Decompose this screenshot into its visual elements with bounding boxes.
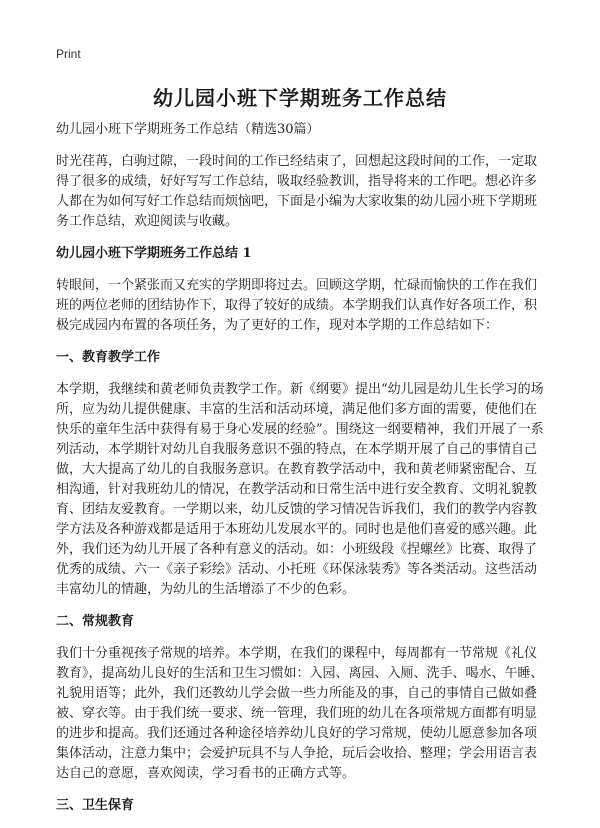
document-subtitle: 幼儿园小班下学期班务工作总结（精选30篇） [56,122,320,137]
page-title: 幼儿园小班下学期班务工作总结 [153,86,447,110]
health-heading: 三、卫生保育 [56,798,135,813]
intro-paragraph: 时光荏苒，白驹过隙，一段时间的工作已经结束了，回想起这段时间的工作，一定取得了很多的成绩，好好写写工作总结，吸取经验教训，指导将来的工作吧。想必许多人都在为如何写好工作总结而烦恼吧，下面是小编为大家收集的幼儿园小班下学期班务工作总结，欢迎阅读与收藏。 [56,154,538,229]
section-intro-paragraph: 转眼间，一个紧张而又充实的学期即将过去。回顾这学期，忙碌而愉快的工作在我们班的两位老师的团结协作下，取得了较好的成绩。本学期我们认真作好各项工作，积极完成园内布置的各项任务，为了更好的工作，现对本学期的工作总结如下： [56,278,538,333]
routine-heading: 二、常规教育 [56,614,135,629]
print-link[interactable]: Print [56,47,81,61]
routine-paragraph: 我们十分重视孩子常规的培养。本学期，在我们的课程中，每周都有一节常规《礼仪教育》，提高幼儿良好的生活和卫生习惯如：入园、离园、入厕、洗手、喝水、午睡、礼貌用语等；此外，我们还教幼儿学会做一些力所能及的事，自己的事情自己做如叠被、穿衣等。由于我们统一要求、统一管理，我们班的幼儿在各项常规方面都有明显的进步和提高。我们还通过各种途径培养幼儿良好的学习常规，使幼儿愿意参加各项集体活动，注意力集中；会爱护玩具不与人争抢，玩后会收拾、整理；学会用语言表达自己的意愿，喜欢阅读，学习看书的正确方式等。 [56,646,544,781]
teaching-heading: 一、教育教学工作 [56,350,161,365]
document-body [56,120,544,828]
section-heading: 幼儿园小班下学期班务工作总结 1 [56,246,252,261]
teaching-paragraph: 本学期，我继续和黄老师负责教学工作。新《纲要》提出“幼儿园是幼儿生长学习的场所，应为幼儿提供健康、丰富的生活和活动环境，满足他们多方面的需要，使他们在快乐的童年生活中获得有易于身心发展的经验”。围绕这一纲要精神，我们开展了一系列活动，本学期针对幼儿自我服务意识不强的特点，在本学期开展了自己的事情自己做，大大提高了幼儿的自我服务意识。在教育教学活动中，我和黄老师紧密配合、互相沟通，针对我班幼儿的情况，在教学活动和日常生活中进行安全教育、文明礼貌教育、团结友爱教育。一学期以来，幼儿反馈的学习情况告诉我们，我们的教学内容教学方法及各种游戏都是适用于本班幼儿发展水平的。同时也是他们喜爱的感兴趣。此外，我们还为幼儿开展了各种有意义的活动。如：小班级段《捏螺丝》比赛、取得了优秀的成绩、六一《亲子彩绘》活动、小托班《环保泳装秀》等各类活动。这些活动丰富幼儿的情趣，为幼儿的生活增添了不少的色彩。 [56,382,544,597]
